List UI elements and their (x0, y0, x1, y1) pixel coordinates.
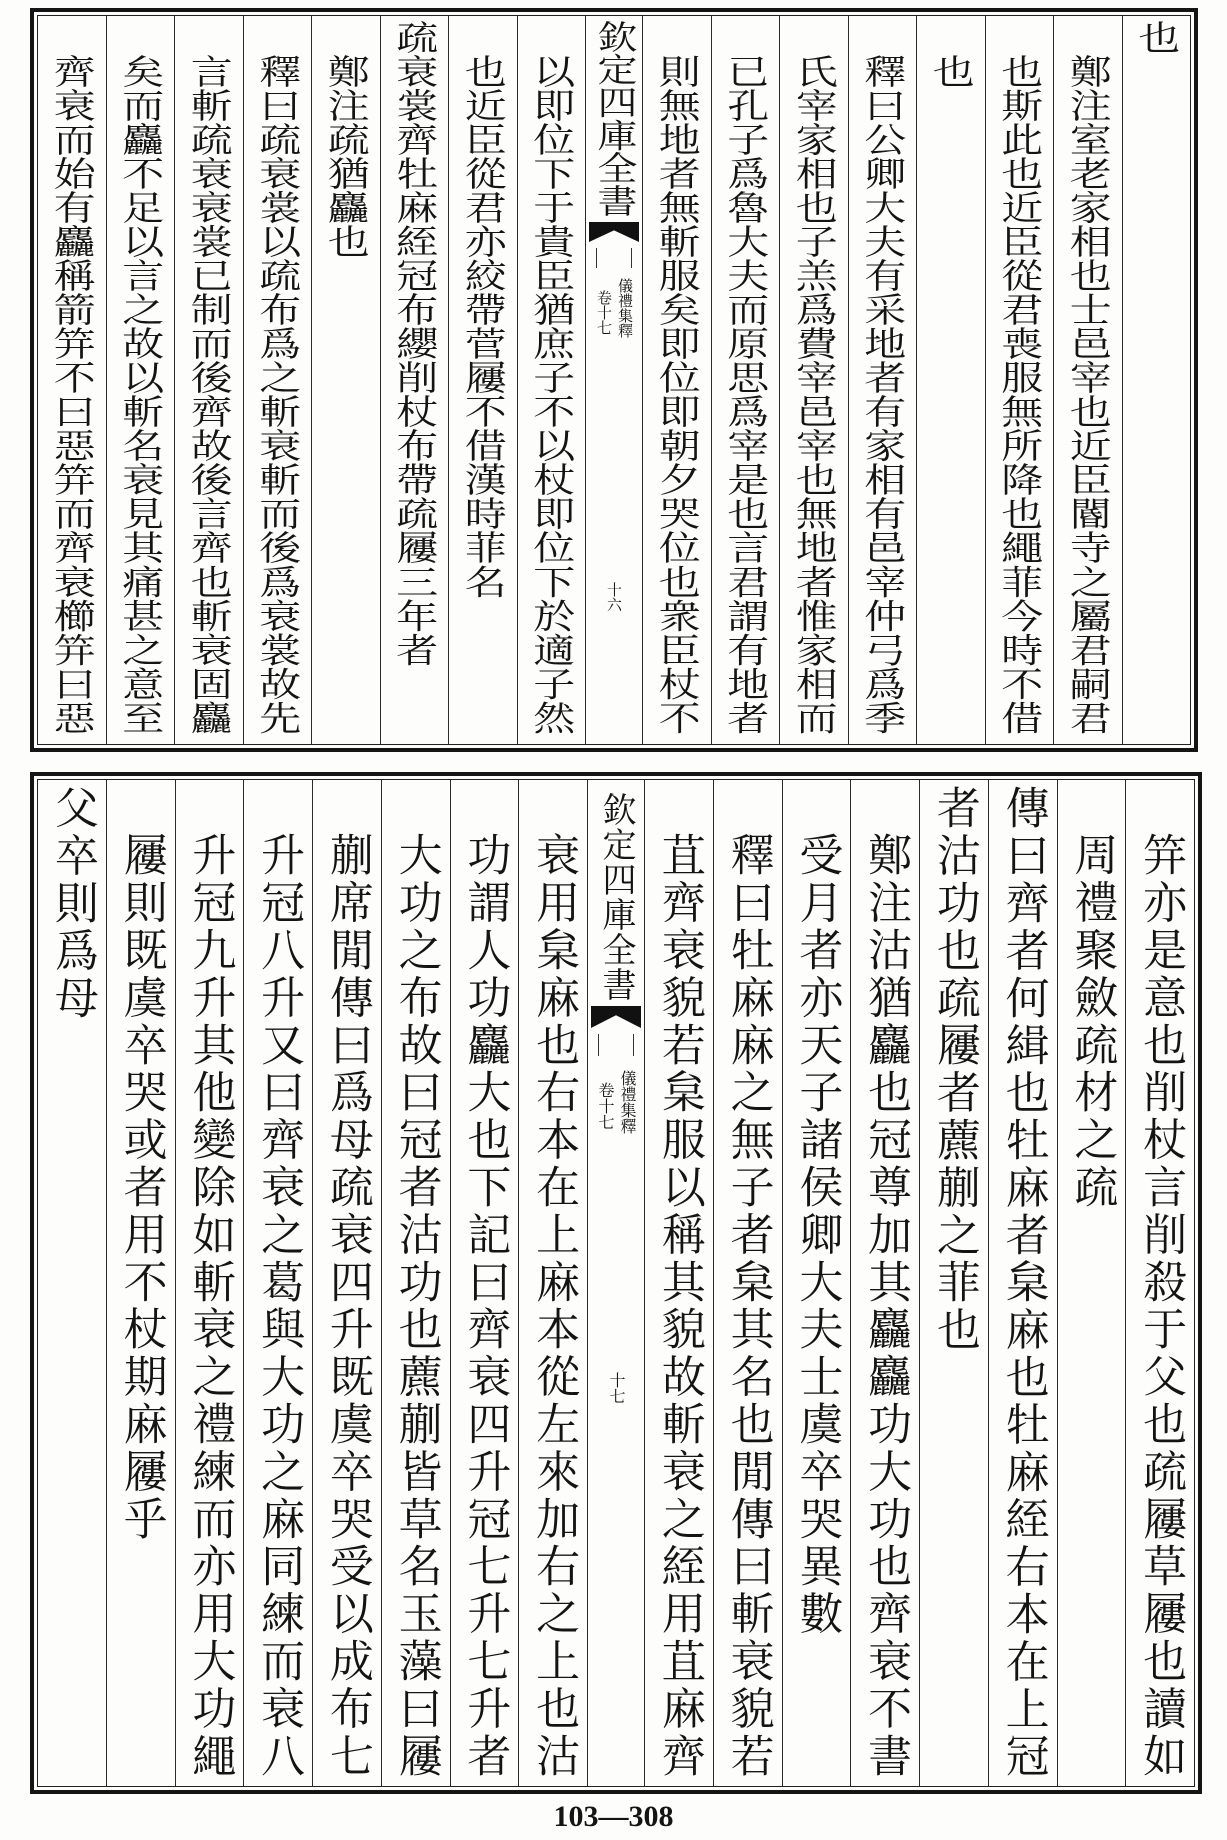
text-column (311, 16, 380, 744)
fold-rule (631, 248, 632, 268)
column-text: 釋曰疏衰裳以疏布爲之斬衰斬而後爲衰裳故先 (253, 54, 303, 735)
text-column (919, 780, 988, 1786)
fold-rule (596, 248, 597, 268)
text-column (175, 780, 244, 1786)
column-text: 也 (926, 54, 976, 89)
fold-column (585, 16, 642, 744)
column-text: 鄭注疏猶麤也 (321, 54, 371, 259)
column-text: 也近臣從君亦絞帶菅屨不借漢時菲名 (458, 54, 508, 599)
text-column (711, 16, 780, 744)
text-column (450, 780, 519, 1786)
fold-title: 欽定四庫全書 (591, 20, 637, 217)
text-column (106, 780, 175, 1786)
fold-volume: 卷十七 (595, 290, 613, 335)
column-text: 鄭注室老家相也士邑宰也近臣閽寺之屬君嗣君 (1063, 54, 1113, 735)
text-column (642, 16, 711, 744)
fish-tail-mark (589, 222, 639, 242)
fold-page-number: 十七 (607, 1372, 626, 1404)
text-column (174, 16, 243, 744)
fold-book-title: 儀禮集釋 (618, 1070, 637, 1134)
column-text: 衰用枲麻也右本在上麻本從左來加右之上也沽 (528, 832, 580, 1781)
fish-tail-mark (591, 1006, 641, 1028)
text-column (916, 16, 985, 744)
column-text: 者沽功也疏屨者藨蒯之菲也 (928, 785, 980, 1354)
column-text: 言斬疏衰衰裳已制而後齊故後言齊也斬衰固麤 (184, 54, 234, 735)
column-text: 疏衰裳齊牡麻絰冠布纓削杖布帶疏屨三年者 (390, 20, 440, 667)
column-text: 苴齊衰貌若枲服以稱其貌故斬衰之絰用苴麻齊 (653, 832, 705, 1781)
text-column (106, 16, 175, 744)
column-text: 也斯此也近臣從君喪服無所降也繩菲今時不借 (995, 54, 1045, 735)
column-text: 周禮聚斂疏材之疏 (1066, 832, 1118, 1212)
fold-column (587, 780, 644, 1786)
text-column (988, 780, 1057, 1786)
column-text: 則無地者無斬服矣即位即朝夕哭位也衆臣杖不 (652, 54, 702, 735)
column-text: 笄亦是意也削杖言削殺于父也疏屨草屨也讀如 (1135, 832, 1187, 1781)
text-column (1125, 780, 1194, 1786)
top-leaf-frame (37, 15, 1191, 745)
column-text: 鄭注沽猶麤也冠尊加其麤麤功大功也齊衰不書 (860, 832, 912, 1781)
fold-page-number: 十六 (605, 582, 623, 612)
text-column (38, 780, 106, 1786)
text-column (380, 16, 449, 744)
text-column (243, 16, 312, 744)
text-column (985, 16, 1054, 744)
text-column (644, 780, 713, 1786)
page-code: 103—308 (553, 1800, 674, 1833)
fold-book-info (586, 278, 642, 338)
fold-rule (598, 1034, 599, 1056)
text-column (312, 780, 381, 1786)
column-text: 父卒則爲母 (46, 785, 98, 1022)
column-text: 釋曰公卿大夫有采地者有家相有邑宰仲弓爲季 (858, 54, 908, 735)
text-column (381, 780, 450, 1786)
text-column (243, 780, 312, 1786)
fold-book-info (588, 1070, 644, 1134)
text-column (779, 16, 848, 744)
column-text: 升冠九升其他變除如斬衰之禮練而亦用大功繩 (184, 832, 236, 1781)
column-text: 氏宰家相也子羔爲費宰邑宰也無地者惟家相而 (789, 54, 839, 735)
column-text: 蒯席閒傳曰爲母疏衰四升既虞卒哭受以成布七 (321, 832, 373, 1781)
column-text: 功謂人功麤大也下記曰齊衰四升冠七升七升者 (459, 832, 511, 1781)
text-column (782, 780, 851, 1786)
top-leaf (30, 8, 1198, 752)
column-text: 大功之布故曰冠者沽功也藨蒯皆草名玉藻曰屨 (390, 832, 442, 1781)
text-column (38, 16, 106, 744)
column-text: 也 (1132, 20, 1182, 55)
column-text: 屨則既虞卒哭或者用不杖期麻屨乎 (115, 832, 167, 1544)
column-text: 以即位下于貴臣猶庶子不以杖即位下於適子然 (527, 54, 577, 735)
column-text: 受月者亦天子諸侯卿大夫士虞卒哭異數 (791, 832, 843, 1639)
column-text: 升冠八升又曰齊衰之葛與大功之麻同練而衰八 (253, 832, 305, 1781)
column-text: 齊衰而始有麤稱箭笄不曰惡笄而齊衰櫛笄曰惡 (47, 54, 97, 735)
text-column (517, 16, 586, 744)
text-column (518, 780, 587, 1786)
text-column (448, 16, 517, 744)
fold-title: 欽定四庫全書 (596, 792, 636, 1002)
text-column (850, 780, 919, 1786)
fold-volume: 卷十七 (596, 1082, 615, 1130)
fold-rule (633, 1034, 634, 1056)
fold-book-title: 儀禮集釋 (616, 278, 634, 338)
text-column (713, 780, 782, 1786)
column-text: 已孔子爲魯大夫而原思爲宰是也言君謂有地者 (721, 54, 771, 735)
text-column (1053, 16, 1122, 744)
column-text: 傳曰齊者何緝也牡麻者枲麻也牡麻絰右本在上冠 (997, 785, 1049, 1781)
text-column (848, 16, 917, 744)
text-column (1057, 780, 1126, 1786)
column-text: 矣而麤不足以言之故以斬名衰見其痛甚之意至 (116, 54, 166, 735)
column-text: 釋曰牡麻麻之無子者枲其名也閒傳曰斬衰貌若 (722, 832, 774, 1781)
bottom-leaf (30, 772, 1202, 1794)
bottom-leaf-frame (37, 779, 1195, 1787)
text-column (1122, 16, 1191, 744)
